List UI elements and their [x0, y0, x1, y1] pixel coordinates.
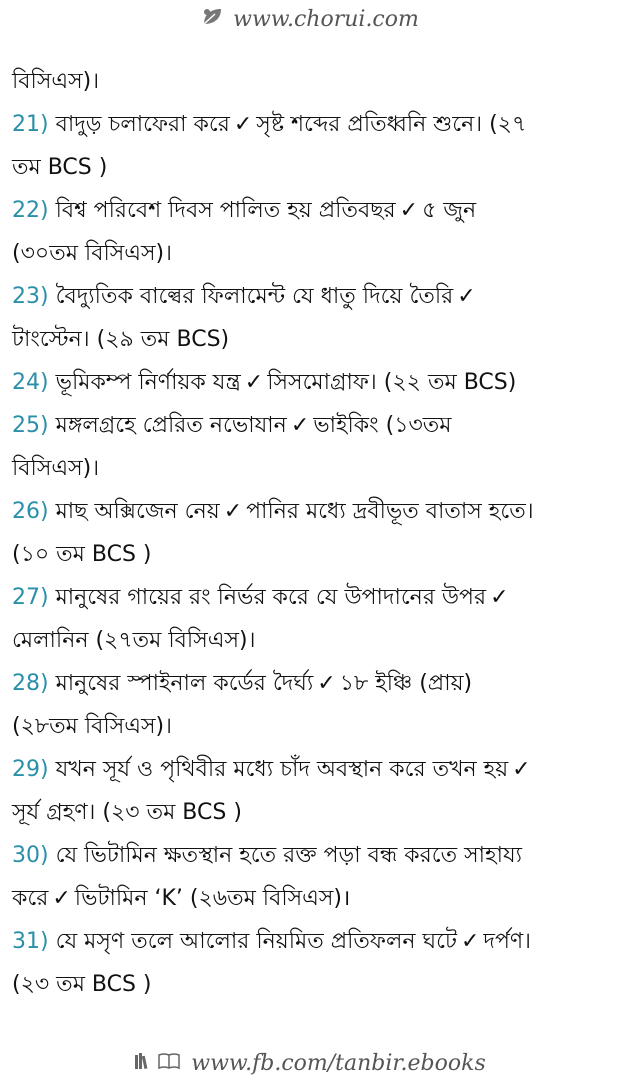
item-number: 24)	[12, 370, 49, 395]
check-icon: ✓	[460, 929, 480, 954]
list-item	[12, 490, 612, 533]
item-question: মাছ অক্সিজেন নেয়	[55, 499, 220, 524]
check-icon: ✓	[223, 499, 243, 524]
item-continuation: টাংস্টেন। (২৯ তম BCS)	[12, 327, 230, 352]
item-continuation: (২৩ তম BCS )	[12, 972, 152, 997]
item-continuation: (২৮তম বিসিএস)।	[12, 714, 172, 739]
item-number: 22)	[12, 198, 49, 223]
list-item	[12, 920, 612, 963]
item-answer: দর্পণ।	[483, 929, 532, 954]
check-icon: ✓	[512, 757, 531, 782]
item-continuation: তম BCS )	[12, 155, 108, 180]
item-number: 27)	[12, 585, 49, 610]
list-item	[12, 834, 612, 877]
lead-line: বিসিএস)।	[12, 69, 100, 94]
item-number: 21)	[12, 112, 49, 137]
item-number: 28)	[12, 671, 49, 696]
list-item	[12, 103, 612, 146]
leaf-logo-icon	[201, 6, 225, 34]
list-item	[12, 576, 612, 619]
item-number: 25)	[12, 413, 49, 438]
check-icon: ✓	[457, 284, 476, 309]
item-number: 31)	[12, 929, 49, 954]
list-item	[12, 275, 612, 318]
check-icon: ✓	[490, 585, 509, 610]
list-item	[12, 404, 612, 447]
item-question: বিশ্ব পরিবেশ দিবস পালিত হয় প্রতিবছর	[55, 198, 396, 223]
check-icon: ✓	[244, 370, 264, 395]
item-continuation: করে ✓ ভিটামিন ‘K’ (২৬তম বিসিএস)।	[12, 886, 351, 911]
item-continuation: সূর্য গ্রহণ। (২৩ তম BCS )	[12, 800, 242, 825]
list-item	[12, 662, 612, 705]
question-list	[12, 60, 612, 1006]
item-question: মানুষের গায়ের রং নির্ভর করে যে উপাদানের উপর	[55, 585, 487, 610]
item-number: 23)	[12, 284, 49, 309]
check-icon: ✓	[52, 886, 71, 911]
item-question: মঙ্গলগ্রহে প্রেরিত নভোযান	[55, 413, 287, 438]
site-header	[0, 6, 620, 34]
item-answer: ৫ জুন	[422, 198, 477, 223]
library-icon	[134, 1051, 154, 1076]
item-answer: ১৮ ইঞ্চি (প্রায়)	[339, 671, 473, 696]
item-continuation: বিসিএস)।	[12, 456, 100, 481]
check-icon: ✓	[317, 671, 336, 696]
item-question: যখন সূর্য ও পৃথিবীর মধ্যে চাঁদ অবস্থান করে তখন হয়	[55, 757, 509, 782]
item-question: যে ভিটামিন ক্ষতস্থান হতে রক্ত পড়া বন্ধ করতে সাহায্য	[55, 843, 523, 868]
item-number: 29)	[12, 757, 49, 782]
list-item	[12, 189, 612, 232]
item-continuation: মেলানিন (২৭তম বিসিএস)।	[12, 628, 256, 653]
item-question: বাদুড় চলাফেরা করে	[55, 112, 230, 137]
item-question: যে মসৃণ তলে আলোর নিয়মিত প্রতিফলন ঘটে	[55, 929, 457, 954]
item-answer: ভাইকিং (১৩তম	[313, 413, 452, 438]
item-continuation: (৩০তম বিসিএস)।	[12, 241, 172, 266]
check-icon: ✓	[290, 413, 310, 438]
list-item	[12, 748, 612, 791]
check-icon: ✓	[399, 198, 419, 223]
item-answer: সৃষ্ট শব্দের প্রতিধ্বনি শুনে। (২৭	[256, 112, 527, 137]
facebook-link[interactable]: www.fb.com/tanbir.ebooks	[191, 1050, 486, 1076]
site-url[interactable]: www.chorui.com	[233, 7, 419, 32]
item-number: 26)	[12, 499, 49, 524]
item-question: বৈদ্যুতিক বাল্বের ফিলামেন্ট যে ধাতু দিয়ে তৈরি	[55, 284, 454, 309]
list-item	[12, 361, 612, 404]
item-continuation: (১০ তম BCS )	[12, 542, 152, 567]
item-answer: পানির মধ্যে দ্রবীভূত বাতাস হতে।	[246, 499, 534, 524]
check-icon: ✓	[233, 112, 253, 137]
site-footer	[0, 1051, 620, 1077]
item-question: মানুষের স্পাইনাল কর্ডের দৈর্ঘ্য	[55, 671, 314, 696]
item-answer: সিসমোগ্রাফ। (২২ তম BCS)	[267, 370, 517, 395]
item-number: 30)	[12, 843, 49, 868]
book-icon	[158, 1051, 180, 1076]
item-question: ভূমিকম্প নির্ণায়ক যন্ত্র	[55, 370, 241, 395]
